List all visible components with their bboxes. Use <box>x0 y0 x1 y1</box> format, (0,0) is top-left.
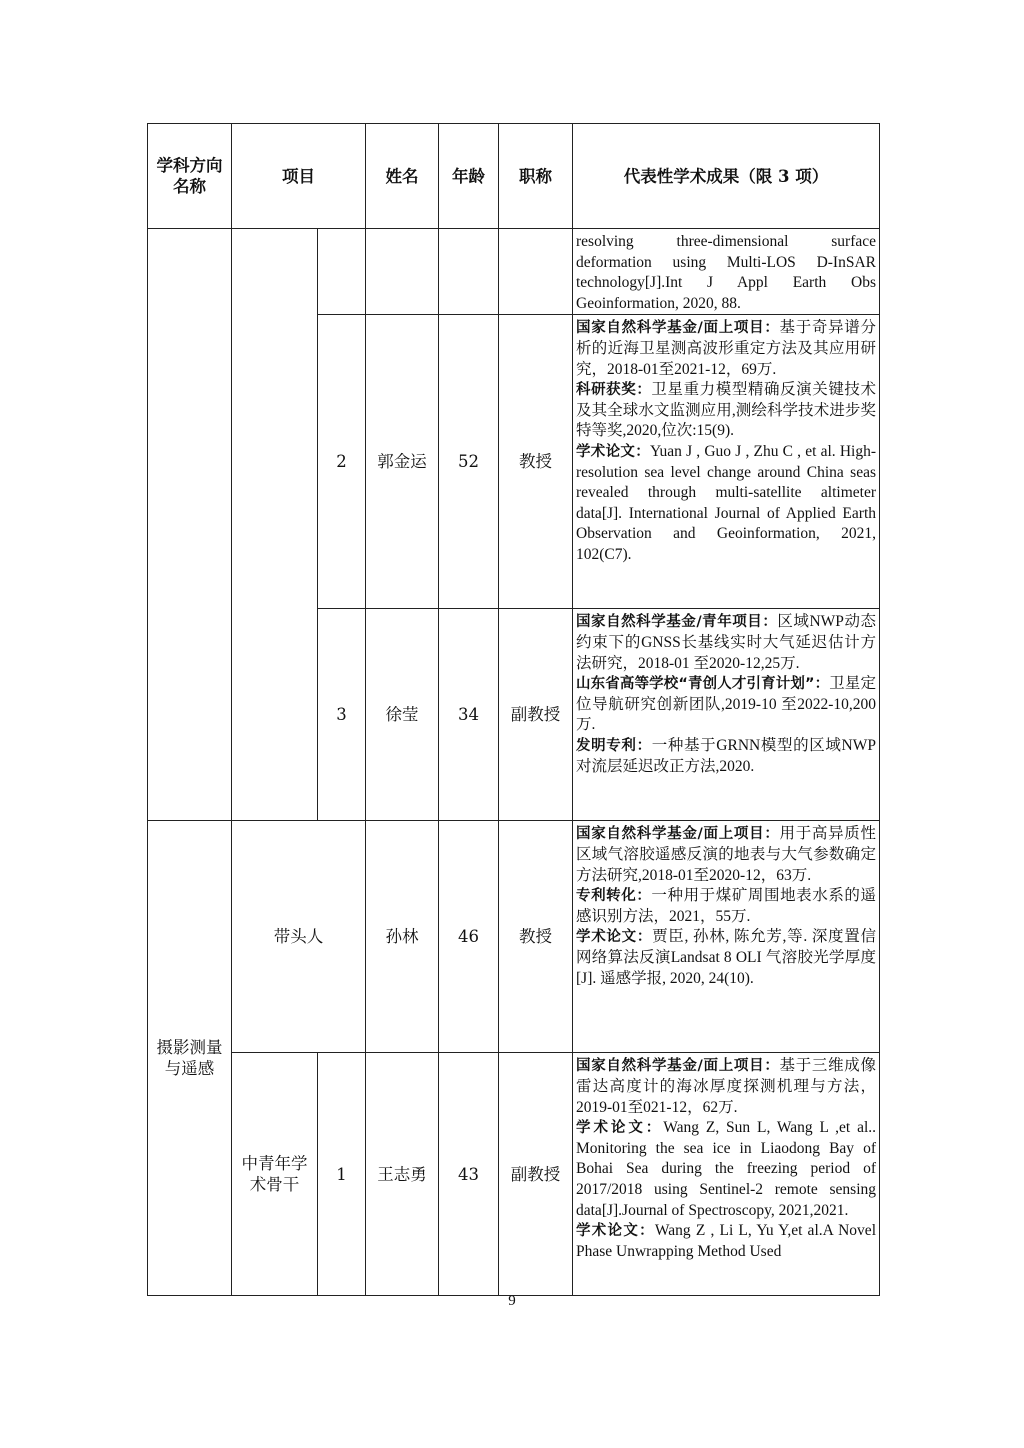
achievement-text: Wang Z , Li L, Yu Y,et al.A Novel Phase Unwrapping Method Used <box>576 1222 876 1260</box>
row-num: 2 <box>318 315 366 609</box>
table-row <box>148 821 880 1053</box>
header-achievements: 代表性学术成果（限 3 项） <box>573 124 880 229</box>
leader-age: 46 <box>439 821 499 1053</box>
achievement-label: 国家自然科学基金/面上项目： <box>576 320 780 337</box>
achievements-cell <box>573 821 880 1053</box>
achievement-item <box>576 442 876 566</box>
achievement-label: 学术论文： <box>576 929 653 946</box>
achievement-item <box>576 927 876 989</box>
achievement-label: 学术论文： <box>576 1223 655 1240</box>
backbone-title: 副教授 <box>499 1053 573 1296</box>
achievement-label: 发明专利： <box>576 737 652 754</box>
achievement-label: 国家自然科学基金/青年项目： <box>576 614 778 631</box>
row-title: 教授 <box>499 315 573 609</box>
achievement-text: Yuan J , Guo J , Zhu C , et al. High-resolution sea level change around China seas revealed through multi-satellite altimeter data[J]. International Journal of Applied Earth Observation and Geoinformation, 2021, 102(C7). <box>576 442 877 563</box>
header-age: 年龄 <box>439 124 499 229</box>
header-subject: 学科方向 名称 <box>148 124 232 229</box>
achievement-item <box>576 1221 876 1262</box>
achievement-text: 贾臣, 孙林, 陈允芳,等. 深度置信网络算法反演Landsat 8 OLI 气溶胶光学厚度[J]. 遥感学报, 2020, 24(10). <box>576 928 876 987</box>
achievement-label: 科研获奖： <box>576 382 652 399</box>
row-title-cell <box>499 229 573 315</box>
header-name: 姓名 <box>366 124 439 229</box>
achievement-label: 国家自然科学基金/面上项目： <box>576 826 780 843</box>
row-num: 3 <box>318 609 366 821</box>
backbone-num: 1 <box>318 1053 366 1296</box>
row-age-cell <box>439 229 499 315</box>
achievement-item <box>576 612 876 674</box>
row-name: 徐莹 <box>366 609 439 821</box>
backbone-age: 43 <box>439 1053 499 1296</box>
leader-name: 孙林 <box>366 821 439 1053</box>
row-name-cell <box>366 229 439 315</box>
row-num-cell <box>318 229 366 315</box>
header-item: 项目 <box>232 124 366 229</box>
achievement-item <box>576 318 876 380</box>
achievement-label: 专利转化： <box>576 888 652 905</box>
faculty-table <box>147 123 880 1296</box>
table-row <box>148 1053 880 1296</box>
header-row <box>148 124 880 229</box>
achievements-cell <box>573 1053 880 1296</box>
achievement-text: 基于奇异谱分析的近海卫星测高波形重定方法及其应用研究，2018-01至2021-12，69万. <box>576 319 876 378</box>
achievement-text: resolving three-dimensional surface deformation using Multi-LOS D-InSAR technology[J].Int J Appl Earth Obs Geoinformation, 2020, 88. <box>576 233 876 312</box>
achievement-item <box>576 736 876 777</box>
row-title: 副教授 <box>499 609 573 821</box>
achievement-text: 区域NWP动态约束下的GNSS长基线实时大气延迟估计方法研究，2018-01 至2020-12,25万. <box>576 613 877 672</box>
header-title: 职称 <box>499 124 573 229</box>
achievement-text: 用于高异质性区域气溶胶遥感反演的地表与大气参数确定方法研究,2018-01至2020-12，63万. <box>576 825 876 884</box>
achievement-text: 卫星重力模型精确反演关键技术及其全球水文监测应用,测绘科学技术进步奖特等奖,2020,位次:15(9). <box>576 381 876 440</box>
backbone-item: 中青年学 术骨干 <box>232 1053 318 1296</box>
achievement-text: 基于三维成像雷达高度计的海冰厚度探测机理与方法，2019-01至021-12，62万. <box>576 1057 876 1116</box>
achievement-item <box>576 380 876 442</box>
subject-name: 摄影测量 与遥感 <box>148 821 232 1296</box>
achievement-label: 国家自然科学基金/面上项目： <box>576 1058 780 1075</box>
backbone-name: 王志勇 <box>366 1053 439 1296</box>
achievement-item <box>576 886 876 927</box>
achievement-text: Wang Z, Sun L, Wang L ,et al.. Monitoring the sea ice in Liaodong Bay of Bohai Sea during the freezing period of 2017/2018 using Sentinel-2 remote sensing data[J].Journal of Spectroscopy, 2021,2021. <box>576 1119 877 1219</box>
leader-title: 教授 <box>499 821 573 1053</box>
achievement-text: 卫星定位导航研究创新团队,2019-10 至2022-10,200万. <box>576 675 876 734</box>
row-age: 34 <box>439 609 499 821</box>
achievement-item <box>576 1118 876 1221</box>
subject-cell-top <box>148 229 232 821</box>
achievements-cell <box>573 315 880 609</box>
achievement-text: 一种用于煤矿周围地表水系的遥感识别方法，2021，55万. <box>576 887 876 925</box>
achievement-item <box>576 1056 876 1118</box>
table-row <box>148 229 880 315</box>
achievements-cell <box>573 609 880 821</box>
achievement-item <box>576 674 876 736</box>
item-cell-top <box>232 229 318 821</box>
achievements-cell <box>573 229 880 315</box>
row-name: 郭金运 <box>366 315 439 609</box>
row-age: 52 <box>439 315 499 609</box>
achievement-item <box>576 824 876 886</box>
achievement-label: 学术论文： <box>576 1120 664 1137</box>
leader-item: 带头人 <box>232 821 366 1053</box>
achievement-label: 学术论文： <box>576 443 651 460</box>
achievement-text: 一种基于GRNN模型的区域NWP对流层延迟改正方法,2020. <box>576 736 876 775</box>
page-number: 9 <box>508 1293 516 1309</box>
achievement-label: 山东省高等学校“青创人才引育计划”： <box>576 676 830 693</box>
